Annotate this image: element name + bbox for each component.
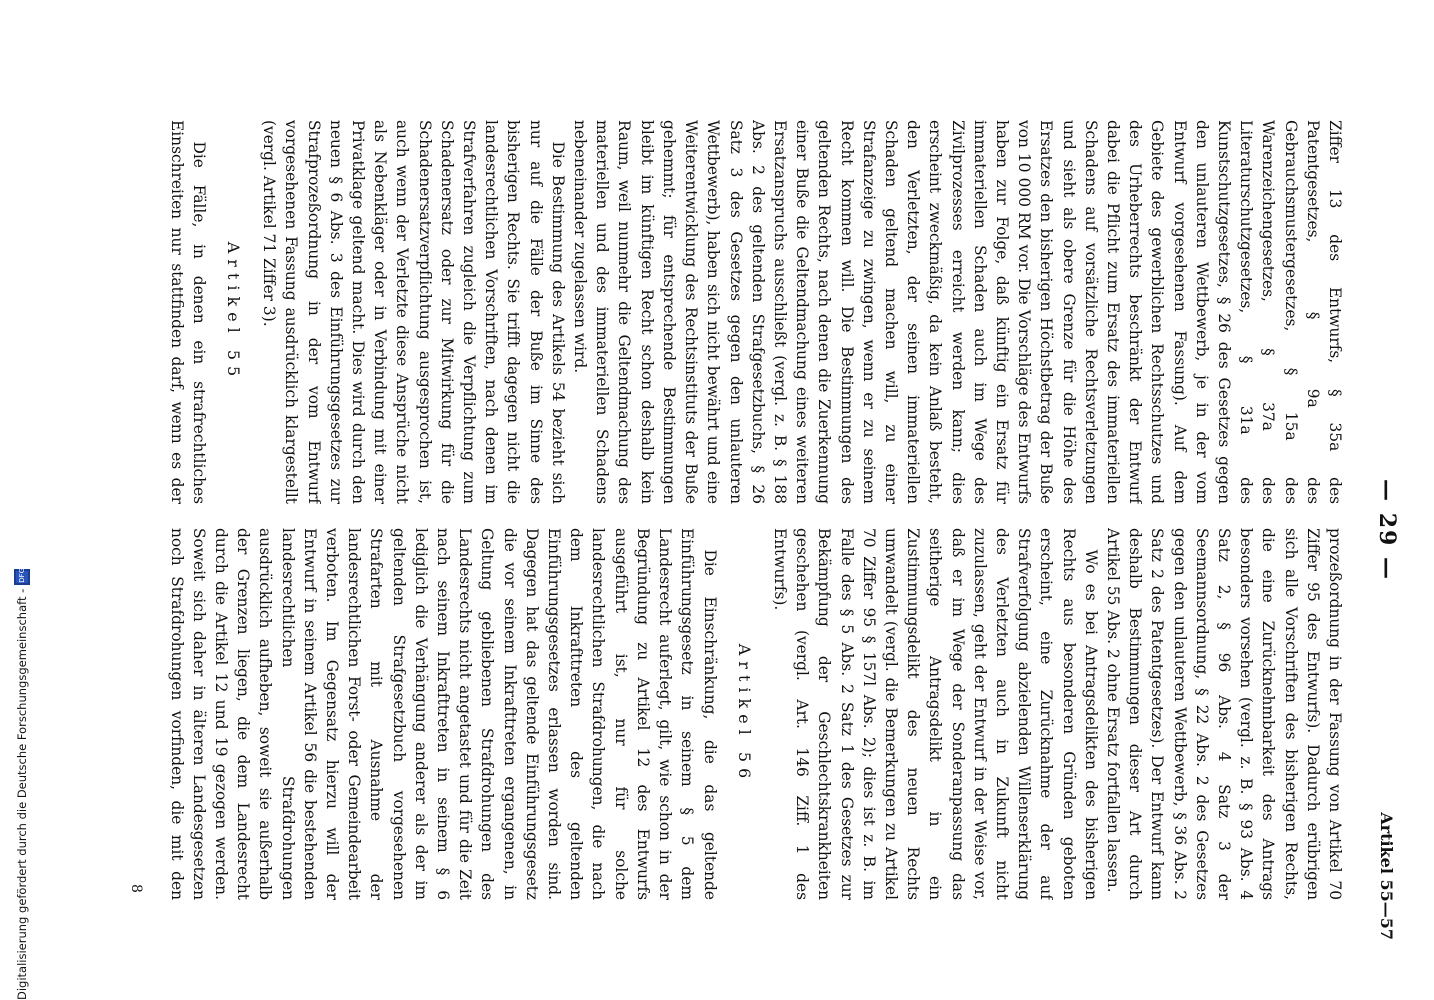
page-number: — 29 — [1374,479,1400,581]
digitization-note-text: Digitalisierung gefördert durch die Deutsche Forschungsgemeinschaft - [15,588,29,1000]
paragraph: prozeßordnung in der Fassung von Artikel 70 Ziffer 95 des Entwurfs). Dadurch erübrigen sich alle Vorschriften des bisherigen Rechts, die eine Zurücknehmbarkeit des Antrags besonders vorsehen (vergl. z. B. § 93 Abs. 4 Satz 2, § 96 Abs. 4 Satz 3 der Seemannsordnung, § 22 Abs. 2 des Gesetzes gegen den unlauteren Wettbewerb, § 36 Abs. 2 Satz 2 des Patentgesetzes). Der Entwurf kann deshalb Bestimmungen dieser Art durch Artikel 55 Abs. 2 ohne Ersatz fortfallen lassen. [1103,528,1344,900]
signature-mark: 8 [128,884,144,893]
right-column [166,528,1346,900]
paragraph: Ziffer 13 des Entwurfs, § 35a des Patentgesetzes, § 9a des Gebrauchsmustergesetzes, § 15a des Warenzeichengesetzes, § 37a des Literaturschutzgesetzes, § 31a des Kunstschutzgesetzes, § 26 des Gesetzes gegen den unlauteren Wettbewerb, je in der vom Entwurf vorgesehenen Fassung). Auf dem Gebiete des gewerblichen Rechtsschutzes und des Urheberrechts beschränkt der Entwurf dabei die Pflicht zum Ersatz des immateriellen Schadens auf vorsätzliche Rechtsverletzungen und sieht als obere Grenze für die Höhe des Ersatzes den bisherigen Höchstbetrag der Buße von 10 000 RM vor. Die Vorschläge des Entwurfs haben zur Folge, daß künftig ein Ersatz für immateriellen Schaden auch im Wege des Zivilprozesses erreicht werden kann; dies erscheint zweckmäßig, da kein Anlaß besteht, den Verletzten, der seinen immateriellen Schaden geltend machen will, zu einer Strafanzeige zu zwingen, wenn er zu seinem Recht kommen will. Die Bestimmungen des geltenden Rechts, nach denen die Zuerkennung einer Buße die Geltendmachung eines weiteren Ersatzanspruchs ausschließt (vergl. z. B. § 188 Abs. 2 des geltenden Strafgesetzbuchs, § 26 Satz 3 des Gesetzes gegen den unlauteren Wettbewerb), haben sich nicht bewährt und eine Weiterentwicklung des Rechtsinstituts der Buße gehemmt; für entsprechende Bestimmungen bleibt im künftigen Recht schon deshalb kein Raum, weil nunmehr die Geltendmachung des materiellen und des immateriellen Schadens nebeneinander zugelassen wird. [571,120,1344,504]
left-column [166,120,1346,504]
paragraph: Die Fälle, in denen ein strafrechtliches Einschreiten nur stattfinden darf, wenn es der [167,120,208,504]
paragraph: Die Bestimmung des Artikels 54 bezieht sich nur auf die Fälle der Buße im Sinne des bisherigen Rechts. Sie trifft dagegen nicht die landesrechtlichen Vorschriften, nach denen im Strafverfahren zugleich die Verpflichtung zum Schadenersatz oder zur Mitwirkung für die Schadenersatzverpflichtung ausgesprochen ist, auch wenn der Verletzte diese Ansprüche nicht als Nebenkläger oder in Verbindung mit einer Privatklage geltend macht. Dies wird durch den neuen § 6 Abs. 3 des Einführungsgesetzes zur Strafprozeßordnung in der vom Entwurf vorgesehenen Fassung ausdrücklich klargestellt (vergl. Artikel 71 Ziffer 3). [260,120,567,504]
section-heading: Artikel 55 [224,241,244,383]
section-heading: Artikel 56 [734,643,754,785]
dfg-logo: DFG [14,569,30,585]
paragraph: Wo es bei Antragsdelikten des bisherigen Rechts aus besonderen Gründen geboten erscheint, eine Zurücknahme der auf Strafverfolgung abzielenden Willenserklärung des Verletzten auch in Zukunft nicht zuzulassen, geht der Entwurf in der Weise vor, daß er im Wege der Sonderanpassung das seitherige Antragsdelikt in ein Zustimmungsdelikt des neuen Rechts umwandelt (vergl. die Bemerkungen zu Artikel 70 Ziffer 95 § 157l Abs. 2); dies ist z. B. im Falle des § 5 Abs. 2 Satz 1 des Gesetzes zur Bekämpfung der Geschlechtskrankheiten geschehen (vergl. Art. 146 Ziff. 1 des Entwurfs). [770,528,1100,900]
paragraph: Die Einschränkung, die das geltende Einführungsgesetz in seinem § 5 dem Landesrecht auferlegt, gilt, wie schon in der Begründung zu Artikel 12 des Entwurfs ausgeführt ist, nur für solche landesrechtlichen Strafdrohungen, die nach dem Inkrafttreten des geltenden Einführungsgesetzes erlassen worden sind. Dagegen hat das geltende Einführungsgesetz die vor seinem Inkrafttreten ergangenen, in Geltung gebliebenen Strafdrohungen des Landesrechts nicht angetastet und für die Zeit nach seinem Inkrafttreten in seinem § 6 lediglich die Verhängung anderer als der im geltenden Strafgesetzbuch vorgesehenen Strafarten mit Ausnahme der landesrechtlichen Forst- oder Gemeindearbeit verboten. Im Gegensatz hierzu will der Entwurf in seinem Artikel 56 die bestehenden landesrechtlichen Strafdrohungen ausdrücklich aufheben, soweit sie außerhalb der Grenzen liegen, die dem Landesrecht durch die Artikel 12 und 19 gezogen werden. Soweit sich daher in älteren Landesgesetzen noch Strafdrohungen vorfinden, die mit den [167,528,719,900]
article-range: Artikel 55—57 [1377,812,1396,940]
running-head [1360,120,1400,940]
